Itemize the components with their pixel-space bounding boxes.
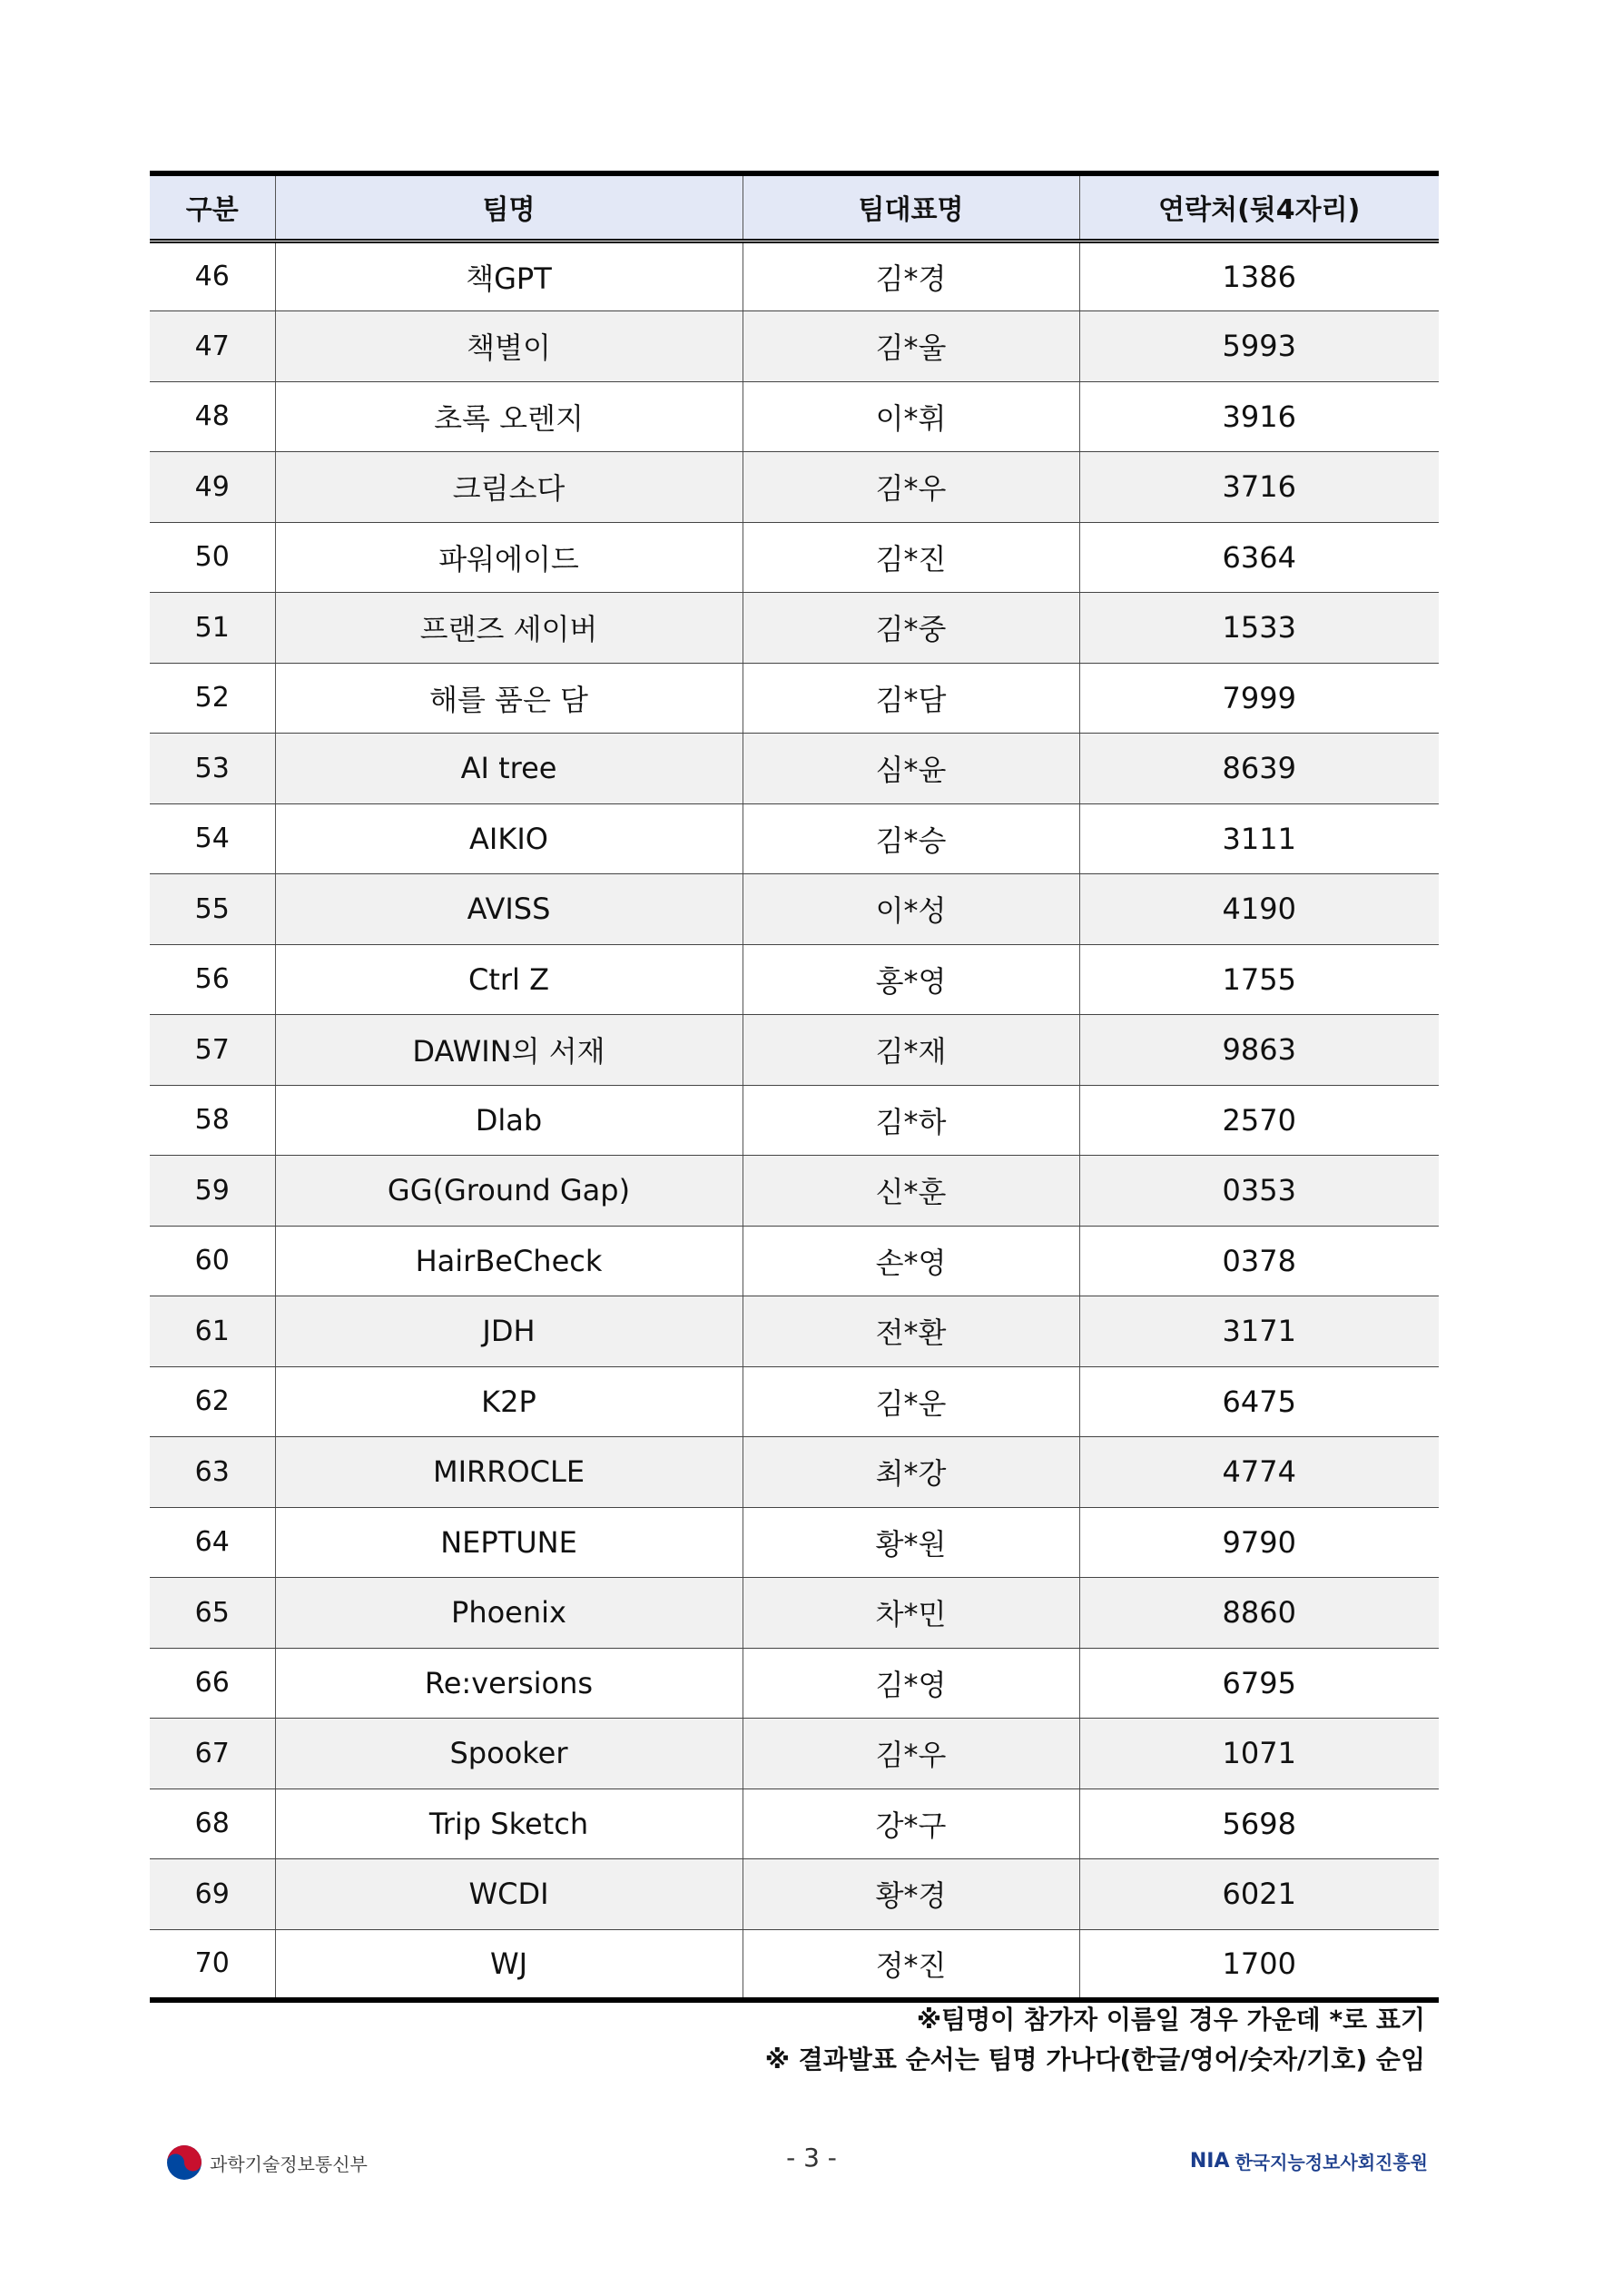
cell-team-name: K2P [275, 1366, 743, 1437]
cell-representative: 이*휘 [743, 381, 1079, 452]
table-row [150, 944, 1439, 1015]
results-table-container [150, 171, 1439, 2003]
cell-no: 66 [150, 1648, 275, 1719]
table-row [150, 593, 1439, 664]
cell-team-name: Dlab [275, 1085, 743, 1156]
header-team-name: 팀명 [275, 173, 743, 241]
cell-no: 50 [150, 522, 275, 593]
cell-representative: 강*구 [743, 1789, 1079, 1859]
cell-contact: 9863 [1079, 1015, 1439, 1086]
table-header-row [150, 173, 1439, 241]
cell-no: 55 [150, 874, 275, 945]
nia-org-name: 한국지능정보사회진흥원 [1234, 2152, 1428, 2173]
cell-representative: 심*윤 [743, 734, 1079, 804]
cell-team-name: 프랜즈 세이버 [275, 593, 743, 664]
cell-team-name: AIKIO [275, 803, 743, 874]
header-contact: 연락처(뒷4자리) [1079, 173, 1439, 241]
cell-contact: 4190 [1079, 874, 1439, 945]
cell-no: 65 [150, 1578, 275, 1649]
table-row [150, 1719, 1439, 1789]
footnote-masking: ※팀명이 참가자 이름일 경우 가운데 *로 표기 [916, 2005, 1425, 2035]
cell-representative: 김*우 [743, 452, 1079, 523]
table-row [150, 1859, 1439, 1930]
cell-contact: 3171 [1079, 1296, 1439, 1367]
cell-team-name: WCDI [275, 1859, 743, 1930]
table-row [150, 874, 1439, 945]
cell-team-name: WJ [275, 1929, 743, 2000]
cell-no: 48 [150, 381, 275, 452]
cell-no: 67 [150, 1719, 275, 1789]
cell-team-name: NEPTUNE [275, 1507, 743, 1578]
cell-team-name: MIRROCLE [275, 1437, 743, 1508]
cell-no: 46 [150, 241, 275, 311]
table-row [150, 734, 1439, 804]
cell-no: 47 [150, 311, 275, 382]
cell-no: 49 [150, 452, 275, 523]
cell-no: 51 [150, 593, 275, 664]
table-row [150, 1296, 1439, 1367]
table-row [150, 311, 1439, 382]
cell-team-name: Spooker [275, 1719, 743, 1789]
cell-contact: 4774 [1079, 1437, 1439, 1508]
cell-representative: 김*울 [743, 311, 1079, 382]
cell-contact: 1755 [1079, 944, 1439, 1015]
table-row [150, 1015, 1439, 1086]
cell-representative: 정*진 [743, 1929, 1079, 2000]
cell-contact: 0353 [1079, 1156, 1439, 1227]
table-row [150, 1929, 1439, 2000]
cell-no: 56 [150, 944, 275, 1015]
cell-no: 61 [150, 1296, 275, 1367]
table-row [150, 1648, 1439, 1719]
cell-no: 64 [150, 1507, 275, 1578]
cell-team-name: DAWIN의 서재 [275, 1015, 743, 1086]
cell-representative: 김*승 [743, 803, 1079, 874]
cell-representative: 김*중 [743, 593, 1079, 664]
table-row [150, 1789, 1439, 1859]
header-no: 구분 [150, 173, 275, 241]
cell-representative: 김*담 [743, 663, 1079, 734]
table-row [150, 1156, 1439, 1227]
cell-contact: 6364 [1079, 522, 1439, 593]
cell-no: 70 [150, 1929, 275, 2000]
cell-contact: 0378 [1079, 1226, 1439, 1296]
header-representative: 팀대표명 [743, 173, 1079, 241]
footnotes [765, 2000, 1425, 2080]
cell-representative: 김*운 [743, 1366, 1079, 1437]
cell-no: 54 [150, 803, 275, 874]
cell-representative: 김*영 [743, 1648, 1079, 1719]
cell-contact: 2570 [1079, 1085, 1439, 1156]
cell-team-name: 크림소다 [275, 452, 743, 523]
cell-team-name: 파워에이드 [275, 522, 743, 593]
cell-team-name: GG(Ground Gap) [275, 1156, 743, 1227]
cell-representative: 김*경 [743, 241, 1079, 311]
cell-contact: 8860 [1079, 1578, 1439, 1649]
cell-representative: 최*강 [743, 1437, 1079, 1508]
cell-team-name: Re:versions [275, 1648, 743, 1719]
cell-no: 52 [150, 663, 275, 734]
cell-no: 63 [150, 1437, 275, 1508]
table-row [150, 803, 1439, 874]
table-row [150, 1507, 1439, 1578]
table-body [150, 241, 1439, 2000]
cell-representative: 김*우 [743, 1719, 1079, 1789]
table-row [150, 522, 1439, 593]
cell-team-name: Trip Sketch [275, 1789, 743, 1859]
cell-no: 53 [150, 734, 275, 804]
footnote-order: ※ 결과발표 순서는 팀명 가나다(한글/영어/숫자/기호) 순임 [764, 2045, 1425, 2074]
cell-representative: 이*성 [743, 874, 1079, 945]
cell-representative: 전*환 [743, 1296, 1079, 1367]
cell-team-name: Phoenix [275, 1578, 743, 1649]
cell-representative: 김*하 [743, 1085, 1079, 1156]
cell-team-name: AVISS [275, 874, 743, 945]
cell-team-name: 초록 오렌지 [275, 381, 743, 452]
cell-representative: 신*훈 [743, 1156, 1079, 1227]
results-table [150, 171, 1439, 2003]
cell-representative: 손*영 [743, 1226, 1079, 1296]
cell-no: 57 [150, 1015, 275, 1086]
cell-contact: 1533 [1079, 593, 1439, 664]
cell-contact: 7999 [1079, 663, 1439, 734]
cell-representative: 김*진 [743, 522, 1079, 593]
cell-team-name: Ctrl Z [275, 944, 743, 1015]
cell-team-name: 책GPT [275, 241, 743, 311]
cell-contact: 1386 [1079, 241, 1439, 311]
cell-contact: 3111 [1079, 803, 1439, 874]
cell-no: 60 [150, 1226, 275, 1296]
cell-no: 62 [150, 1366, 275, 1437]
table-row [150, 663, 1439, 734]
cell-contact: 1700 [1079, 1929, 1439, 2000]
cell-contact: 6475 [1079, 1366, 1439, 1437]
cell-team-name: HairBeCheck [275, 1226, 743, 1296]
cell-team-name: 해를 품은 담 [275, 663, 743, 734]
cell-no: 58 [150, 1085, 275, 1156]
cell-representative: 차*민 [743, 1578, 1079, 1649]
cell-representative: 황*원 [743, 1507, 1079, 1578]
page-number: - 3 - [786, 2143, 837, 2173]
table-row [150, 1437, 1439, 1508]
table-row [150, 1085, 1439, 1156]
cell-contact: 1071 [1079, 1719, 1439, 1789]
cell-representative: 김*재 [743, 1015, 1079, 1086]
ministry-name: 과학기술정보통신부 [210, 2153, 368, 2175]
cell-team-name: AI tree [275, 734, 743, 804]
table-row [150, 381, 1439, 452]
cell-contact: 6795 [1079, 1648, 1439, 1719]
table-row [150, 241, 1439, 311]
cell-contact: 5698 [1079, 1789, 1439, 1859]
cell-no: 68 [150, 1789, 275, 1859]
cell-contact: 3916 [1079, 381, 1439, 452]
cell-contact: 3716 [1079, 452, 1439, 523]
table-row [150, 1226, 1439, 1296]
cell-no: 59 [150, 1156, 275, 1227]
nia-wordmark: NIA [1189, 2150, 1230, 2173]
cell-team-name: JDH [275, 1296, 743, 1367]
cell-contact: 5993 [1079, 311, 1439, 382]
cell-representative: 홍*영 [743, 944, 1079, 1015]
cell-contact: 6021 [1079, 1859, 1439, 1930]
cell-contact: 9790 [1079, 1507, 1439, 1578]
nia-logo [1190, 2148, 1428, 2174]
table-row [150, 1578, 1439, 1649]
table-row [150, 452, 1439, 523]
cell-contact: 8639 [1079, 734, 1439, 804]
table-row [150, 1366, 1439, 1437]
cell-team-name: 책별이 [275, 311, 743, 382]
cell-no: 69 [150, 1859, 275, 1930]
cell-representative: 황*경 [743, 1859, 1079, 1930]
